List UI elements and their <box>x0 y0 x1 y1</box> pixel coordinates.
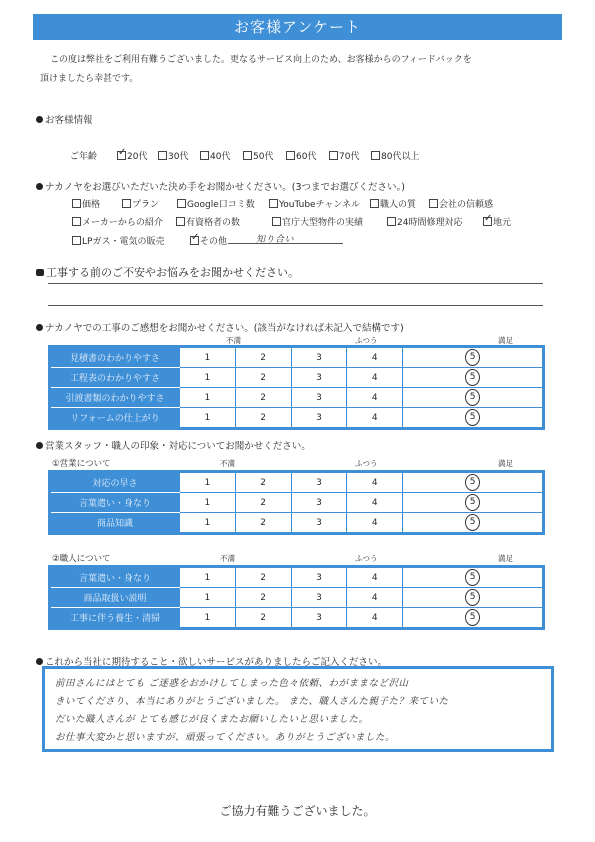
rating-option-5[interactable] <box>403 368 544 388</box>
rating-option-3[interactable]: 3 <box>291 388 347 408</box>
sales-subheading: ①営業について <box>52 459 111 469</box>
selected-rating: 5 <box>465 609 480 626</box>
rating-row <box>50 513 544 534</box>
rating-row <box>50 608 544 629</box>
concerns-answer-line-1[interactable] <box>48 283 543 284</box>
checkbox-option[interactable] <box>371 149 419 162</box>
checkbox-label: LPガス・電気の販売 <box>82 237 165 247</box>
rating-option-3[interactable]: 3 <box>291 472 347 493</box>
checkbox-icon[interactable] <box>387 217 396 226</box>
checkbox-option[interactable] <box>176 215 240 228</box>
rating-option-5[interactable] <box>403 493 544 513</box>
bullet-icon <box>36 658 43 665</box>
checked-box-icon[interactable] <box>483 217 492 226</box>
rating-row-label: 商品知識 <box>50 513 180 534</box>
intro-line-1: この度は弊社をご利用有難うございました。更なるサービス向上のため、お客様からのフィードバックを <box>50 55 472 65</box>
scale-mid: ふつう <box>355 459 378 468</box>
rating-option-2[interactable]: 2 <box>235 408 291 429</box>
checkbox-label: 40代 <box>210 152 231 162</box>
checkbox-label: 価格 <box>82 200 101 210</box>
bullet-icon <box>36 269 44 276</box>
selected-rating: 5 <box>465 474 480 491</box>
rating-row-label: リフォームの仕上がり <box>50 408 180 429</box>
rating-option-5[interactable] <box>403 588 544 608</box>
checkbox-label: 50代 <box>253 152 274 162</box>
bullet-icon <box>36 324 43 331</box>
checkbox-option[interactable] <box>72 197 100 210</box>
craftsmen-subheading: ②職人について <box>52 554 111 564</box>
scale-mid: ふつう <box>355 336 378 345</box>
checkbox-label: 80代以上 <box>381 152 420 162</box>
checkbox-option[interactable] <box>269 197 360 210</box>
rating-option-4[interactable]: 4 <box>347 588 403 608</box>
rating-row-label: 工事に伴う養生・清掃 <box>50 608 180 629</box>
checkbox-label: 30代 <box>168 152 189 162</box>
comment-line-1: 前田さんにはとても ご迷惑をおかけしてしまった色々依頼、わがままなど沢山 <box>55 678 409 689</box>
rating-option-4[interactable]: 4 <box>347 608 403 629</box>
rating-row <box>50 472 544 493</box>
rating-option-4[interactable]: 4 <box>347 567 403 588</box>
scale-low: 不満 <box>220 554 235 563</box>
checkbox-option[interactable] <box>190 234 227 247</box>
selected-rating: 5 <box>465 389 480 406</box>
selected-rating: 5 <box>465 349 480 366</box>
scale-high: 満足 <box>498 459 513 468</box>
checkbox-label: 24時間修理対応 <box>397 218 463 228</box>
checkbox-label: 地元 <box>493 218 512 228</box>
rating-option-5[interactable] <box>403 567 544 588</box>
checkbox-icon[interactable] <box>329 151 338 160</box>
rating-option-4[interactable]: 4 <box>347 513 403 534</box>
checkbox-label: 60代 <box>296 152 317 162</box>
checkbox-icon[interactable] <box>269 199 278 208</box>
rating-row <box>50 567 544 588</box>
scale-mid: ふつう <box>355 554 378 563</box>
checkbox-icon[interactable] <box>158 151 167 160</box>
rating-row-label: 工程表のわかりやすさ <box>50 368 180 388</box>
rating-row-label: 対応の早さ <box>50 472 180 493</box>
other-text-value[interactable]: 知り合い <box>256 235 295 245</box>
rating-option-3[interactable]: 3 <box>291 588 347 608</box>
checkbox-label: その他 <box>200 237 228 247</box>
scale-low: 不満 <box>220 459 235 468</box>
checkbox-label: 70代 <box>339 152 360 162</box>
selected-rating: 5 <box>465 569 480 586</box>
selected-rating: 5 <box>465 589 480 606</box>
rating-row <box>50 588 544 608</box>
checkbox-label: 有資格者の数 <box>186 218 241 228</box>
bullet-icon <box>36 183 43 190</box>
checkbox-option[interactable] <box>429 197 493 210</box>
bullet-icon <box>36 442 43 449</box>
rating-option-2[interactable]: 2 <box>235 347 291 368</box>
rating-row-label: 言葉遣い・身なり <box>50 567 180 588</box>
rating-option-3[interactable]: 3 <box>291 347 347 368</box>
rating-row-label: 商品取扱い説明 <box>50 588 180 608</box>
rating-option-3[interactable]: 3 <box>291 408 347 429</box>
craftsmen-table <box>48 565 545 630</box>
rating-option-1[interactable]: 1 <box>180 408 236 429</box>
rating-option-2[interactable]: 2 <box>235 588 291 608</box>
rating-option-3[interactable]: 3 <box>291 567 347 588</box>
rating-option-1[interactable]: 1 <box>180 388 236 408</box>
rating-option-1[interactable]: 1 <box>180 513 236 534</box>
rating-option-3[interactable]: 3 <box>291 493 347 513</box>
checkbox-icon[interactable] <box>72 217 81 226</box>
comment-line-2: きいてくださり、本当にありがとうございました。 また、職人さんた親子た？来ていた <box>55 696 449 707</box>
checkbox-icon[interactable] <box>371 151 380 160</box>
rating-option-4[interactable]: 4 <box>347 472 403 493</box>
intro-line-2: 頂けましたら幸甚です。 <box>40 74 139 84</box>
rating-option-2[interactable]: 2 <box>235 368 291 388</box>
rating-option-4[interactable]: 4 <box>347 388 403 408</box>
scale-low: 不満 <box>226 336 241 345</box>
selected-rating: 5 <box>465 409 480 426</box>
checkbox-option[interactable] <box>122 197 159 210</box>
bullet-icon <box>36 116 43 123</box>
checkbox-label: Google口コミ数 <box>187 200 255 210</box>
checkbox-option[interactable] <box>483 215 511 228</box>
impressions-heading: ナカノヤでの工事のご感想をお聞かせください。(該当がなければ未記入で結構です) <box>36 320 404 334</box>
staff-heading: 営業スタッフ・職人の印象・対応についてお聞かせください。 <box>36 438 311 452</box>
rating-option-5[interactable] <box>403 388 544 408</box>
thanks-message: ご協力有難うございました。 <box>219 804 376 818</box>
checked-box-icon[interactable] <box>117 151 126 160</box>
comment-line-4: お仕事大変かと思いますが、頑張ってください。ありがとうございました。 <box>55 732 396 743</box>
checkbox-icon[interactable] <box>370 199 379 208</box>
rating-option-5[interactable] <box>403 472 544 493</box>
checkbox-icon[interactable] <box>272 217 281 226</box>
rating-option-3[interactable]: 3 <box>291 608 347 629</box>
checkbox-icon[interactable] <box>243 151 252 160</box>
checkbox-icon[interactable] <box>200 151 209 160</box>
rating-option-4[interactable]: 4 <box>347 347 403 368</box>
rating-row-label: 見積書のわかりやすさ <box>50 347 180 368</box>
selected-rating: 5 <box>465 514 480 531</box>
comment-line-3: だいた職人さんが とても感じが良くまたお願いしたいと思いました。 <box>55 714 369 725</box>
rating-option-2[interactable]: 2 <box>235 608 291 629</box>
checkbox-option[interactable] <box>286 149 316 162</box>
rating-option-1[interactable]: 1 <box>180 567 236 588</box>
impressions-table <box>48 345 545 430</box>
checkbox-label: 会社の信頼感 <box>439 200 494 210</box>
checkbox-icon[interactable] <box>72 199 81 208</box>
rating-option-5[interactable] <box>403 408 544 429</box>
rating-row <box>50 408 544 429</box>
checkbox-label: メーカーからの紹介 <box>82 218 163 228</box>
checkbox-option[interactable] <box>387 215 462 228</box>
rating-option-5[interactable] <box>403 347 544 368</box>
checkbox-option[interactable] <box>200 149 230 162</box>
checkbox-icon[interactable] <box>122 199 131 208</box>
age-label: ご年齢 <box>70 152 98 162</box>
rating-row <box>50 493 544 513</box>
sales-table <box>48 470 545 535</box>
rating-option-2[interactable]: 2 <box>235 493 291 513</box>
concerns-answer-line-2[interactable] <box>48 305 543 306</box>
survey-title: お客様アンケート <box>33 14 562 40</box>
rating-option-1[interactable]: 1 <box>180 472 236 493</box>
checkbox-label: 20代 <box>127 152 148 162</box>
concerns-heading: 工事する前のご不安やお悩みをお聞かせください。 <box>36 264 299 280</box>
rating-option-1[interactable]: 1 <box>180 368 236 388</box>
rating-option-3[interactable]: 3 <box>291 368 347 388</box>
rating-option-4[interactable]: 4 <box>347 493 403 513</box>
rating-row-label: 引渡書類のわかりやすさ <box>50 388 180 408</box>
checkbox-icon[interactable] <box>177 199 186 208</box>
checkbox-label: プラン <box>132 200 160 210</box>
checkbox-option[interactable] <box>158 149 188 162</box>
checkbox-option[interactable] <box>72 215 163 228</box>
checkbox-option[interactable] <box>177 197 255 210</box>
rating-row <box>50 388 544 408</box>
scale-high: 満足 <box>498 336 513 345</box>
scale-high: 満足 <box>498 554 513 563</box>
rating-row <box>50 368 544 388</box>
rating-option-1[interactable]: 1 <box>180 347 236 368</box>
rating-option-2[interactable]: 2 <box>235 567 291 588</box>
rating-option-5[interactable] <box>403 608 544 629</box>
rating-option-1[interactable]: 1 <box>180 588 236 608</box>
rating-row-label: 言葉遣い・身なり <box>50 493 180 513</box>
checked-box-icon[interactable] <box>190 236 199 245</box>
rating-option-4[interactable]: 4 <box>347 408 403 429</box>
rating-option-2[interactable]: 2 <box>235 388 291 408</box>
checkbox-option[interactable] <box>243 149 273 162</box>
checkbox-option[interactable] <box>272 215 363 228</box>
expectations-comment-box[interactable] <box>42 666 554 752</box>
checkbox-option[interactable] <box>370 197 416 210</box>
checkbox-option[interactable] <box>117 149 147 162</box>
rating-option-1[interactable]: 1 <box>180 608 236 629</box>
rating-option-2[interactable]: 2 <box>235 513 291 534</box>
checkbox-icon[interactable] <box>286 151 295 160</box>
checkbox-option[interactable] <box>72 234 164 247</box>
rating-option-1[interactable]: 1 <box>180 493 236 513</box>
checkbox-icon[interactable] <box>176 217 185 226</box>
checkbox-label: 職人の質 <box>380 200 417 210</box>
deciding-factors-heading: ナカノヤをお選びいただいた決め手をお聞かせください。(3つまでお選びください。) <box>36 179 405 193</box>
selected-rating: 5 <box>465 369 480 386</box>
checkbox-label: YouTubeチャンネル <box>279 200 361 210</box>
checkbox-icon[interactable] <box>72 236 81 245</box>
expectations-heading: これから当社に期待すること・欲しいサービスがありましたらご記入ください。 <box>36 654 387 668</box>
rating-option-5[interactable] <box>403 513 544 534</box>
checkbox-option[interactable] <box>329 149 359 162</box>
checkbox-icon[interactable] <box>429 199 438 208</box>
rating-option-3[interactable]: 3 <box>291 513 347 534</box>
rating-option-2[interactable]: 2 <box>235 472 291 493</box>
checkbox-label: 官庁大型物件の実績 <box>282 218 364 228</box>
rating-row <box>50 347 544 368</box>
selected-rating: 5 <box>465 494 480 511</box>
customer-info-heading: お客様情報 <box>36 112 93 126</box>
rating-option-4[interactable]: 4 <box>347 368 403 388</box>
